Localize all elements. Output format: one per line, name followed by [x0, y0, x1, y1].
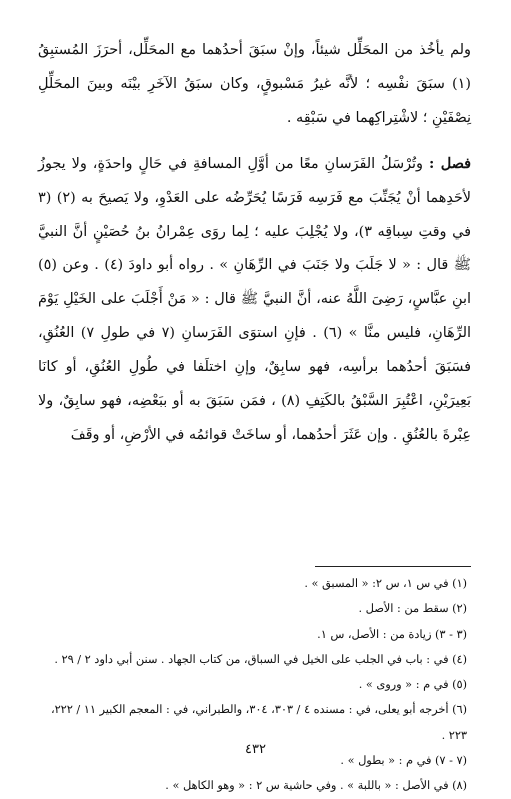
footnote-5: (٥) في م : « وروى » . — [358, 678, 467, 692]
footnote-1: (١) في س ١، س ٢: « المسبق » . — [304, 577, 467, 590]
footnote-2: (٢) سقط من : الأصل . — [358, 602, 467, 616]
main-text — [38, 34, 471, 453]
paragraph-1: ولم يأخُذ من المحَلِّل شيئاً، وإنْ سبَقَ أحدُهما مع المحَلِّل، أحرَزَ المُستبِقُ (١) سبَقَ نفْسِه ؛ لأنَّه غيرُ مَسْبوقٍ، وكان سبَقُ الآخَرِ بيْنَه وبينَ المحَلِّلِ نِصْفَيْنِ ؛ لاشْتِراكِهما في سَبْقِه . — [38, 42, 471, 126]
paragraph-2 — [38, 147, 471, 453]
page-number: ٤٣٢ — [245, 742, 266, 757]
footnote-7: (٧ - ٧) في م : « بطول » . — [340, 754, 467, 768]
footnote-3: (٣ - ٣) زيادة من : الأصل، س ١. — [317, 627, 467, 641]
footnote-separator — [315, 566, 471, 567]
section-keyword: فصل : — [429, 154, 471, 172]
footnote-8: (٨) في الأصل : « باللبة » . وفي حاشية س ٢ : « وهو الكاهل » . — [165, 779, 467, 793]
footnote-6: (٦) أخرجه أبو يعلى، في : مسنده ٤ / ٣٠٣، ٣٠٤، والطبراني، في : المعجم الكبير ١١ / ٢٢٢، ٢٢٣ . — [50, 703, 467, 742]
footnote-4: (٤) في : باب في الجلب على الخيل في السباق، من كتاب الجهاد . سنن أبي داود ٢ / ٢٩ . — [54, 652, 467, 666]
footnotes — [40, 571, 467, 799]
paragraph-2-text: وتُرْسَلُ الفَرَسانِ معًا من أوَّلِ المسافةِ في حَالٍ واحدَةٍ، ولا يجوزُ لأحَدِهما أنْ يُجَنِّبَ مع فَرَسِه فَرَسًا يُحَرِّضُه على العَدْوِ، ولا يَصيحَ به (٢) (٣ في وقتِ سِباقِه ٣)، ولا يُجْلِبَ عليه ؛ لِما روَى عِمْرانُ بنُ حُصَيْنٍ أنَّ النبيَّ ﷺ قال : « لا جَلَبَ ولا جَنَبَ في الرِّهَانِ » . رواه أبو داودَ (٤) . وعن (٥) ابنِ عبَّاسٍ، رَضِىَ اللَّهُ عنه، أنَّ النبيَّ ﷺ قال : « مَنْ أَجْلَبَ على الخَيْلِ يَوْمَ الرِّهَانِ، فليس منَّا » (٦) . فإنِ استوَى الفَرَسانِ (٧ في طولِ ٧) العُنُقِ، فسَبَقَ أحدُهما برأسِه، فهو سابِقٌ، وإنِ اختلَفا في طُولِ العُنُقِ، أو كانَا بَعِيرَيْنِ، اعْتُبِرَ السَّبْقُ بالكَتِفِ (٨) ، فمَن سَبَقَ به أو ببَعْضِه، فهو سابِقٌ، ولا عِبْرةَ بالعُنُقِ . وإن عَثَرَ أحدُهما، أو ساخَتْ قوائمُه في الأرْضِ، أو وقَفَ — [38, 155, 471, 443]
